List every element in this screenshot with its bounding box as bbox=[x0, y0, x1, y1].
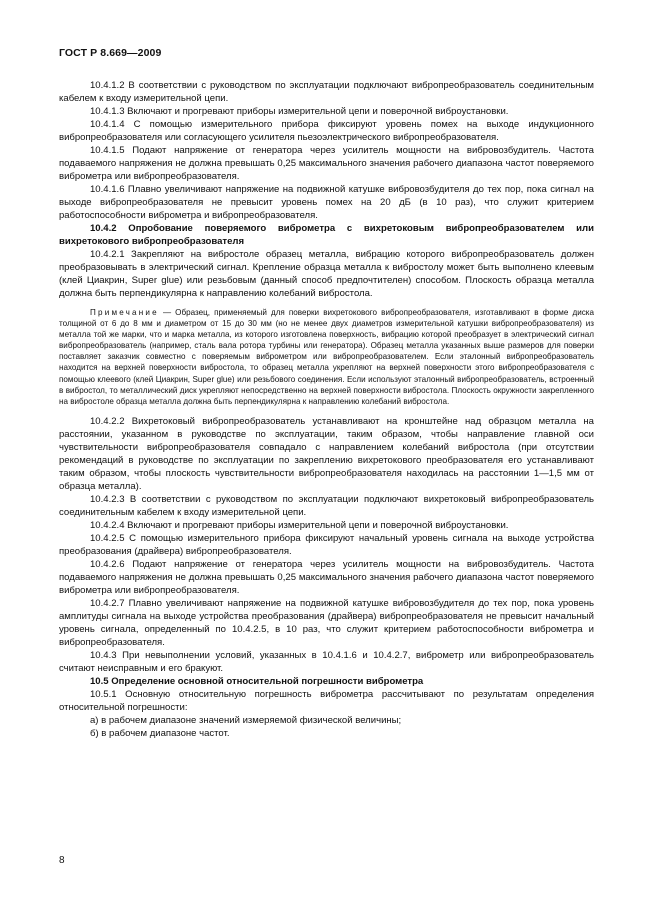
paragraph-10-4-2-3: 10.4.2.3 В соответствии с руководством по эксплуатации подключают вихретоковый вибропреобразователь соединительным кабелем к входу измерительной цепи. bbox=[59, 493, 594, 518]
list-item-b: б) в рабочем диапазоне частот. bbox=[90, 727, 230, 739]
paragraph-10-4-1-6: 10.4.1.6 Плавно увеличивают напряжение на подвижной катушке вибровозбудителя до тех пор, пока сигнал на выходе вибропреобразователя не превысит уровень помех на 20 дБ (в 10 раз), что служит критерием работоспособности виброметра и вибропреобразователя. bbox=[59, 184, 594, 221]
document-header: ГОСТ Р 8.669—2009 bbox=[59, 47, 162, 59]
paragraph-10-4-1-4: 10.4.1.4 С помощью измерительного прибора фиксируют уровень помех на выходе индукционного вибропреобразователя или согласующего усилителя пьезоэлектрического вибропреобразователя. bbox=[59, 119, 594, 143]
paragraph-10-4-2-6: 10.4.2.6 Подают напряжение от генератора через усилитель мощности на вибровозбудитель. Частота подаваемого напряжения не должна превышать 0,25 максимального значения рабочего диапазона частот поверяемого виброметра или вибропреобразователя. bbox=[59, 558, 594, 596]
paragraph-10-4-1-5: 10.4.1.5 Подают напряжение от генератора через усилитель мощности на вибровозбудитель. Частота подаваемого напряжения не должна превышать 0,25 максимального значения рабочего диапазона частот поверяемого виброметра или вибропреобразователя. bbox=[59, 145, 594, 182]
list-item-a: а) в рабочем диапазоне значений измеряемой физической величины; bbox=[90, 714, 402, 726]
note-paragraph bbox=[59, 307, 594, 407]
paragraph-10-4-1-3: 10.4.1.3 Включают и прогревают приборы измерительной цепи и поверочной виброустановки. bbox=[90, 106, 509, 117]
paragraph-10-4-2-5: 10.4.2.5 С помощью измерительного прибора фиксируют начальный уровень сигнала на выходе устройства преобразования (драйвера) вибропреобразователя. bbox=[59, 532, 594, 557]
paragraph-10-4-2-7: 10.4.2.7 Плавно увеличивают напряжение на подвижной катушке вибровозбудителя до тех пор, пока уровень амплитуды сигнала на выходе устройства преобразования (драйвера) вибропреобразователя не превысит начальный уровень сигнала, определенный по 10.4.2.5, в 10 раз, что служит критерием работоспособности виброметра и вибропреобразователя. bbox=[59, 597, 594, 648]
paragraph-10-5-1: 10.5.1 Основную относительную погрешность виброметра рассчитывают по результатам определения относительной погрешности: bbox=[59, 688, 594, 713]
paragraph-10-4-1-2: 10.4.1.2 В соответствии с руководством по эксплуатации подключают вибропреобразователь соединительным кабелем к входу измерительной цепи. bbox=[59, 80, 594, 104]
section-heading-10-4-2: 10.4.2 Опробование поверяемого виброметра с вихретоковым вибропреобразователем или вихретокового вибропреобразователя bbox=[59, 223, 594, 247]
note-label: Примечание bbox=[90, 308, 159, 317]
paragraph-10-4-2-1: 10.4.2.1 Закрепляют на вибростоле образец металла, вибрацию которого вибропреобразователь должен преобразовывать в электрический сигнал. Крепление образца металла к вибростолу может быть выполнено клеевым (клей Циакрин, Super glue) или резьбовым (данный способ предпочтителен) способом. Плоскость образца металла должна быть перпендикулярна к направлению колебаний вибростола. bbox=[59, 249, 594, 299]
note-text: — Образец, применяемый для поверки вихретокового вибропреобразователя, изготавливают в форме диска толщиной от 6 до 8 мм и диаметром от 15 до 30 мм (но не менее двух диаметров измерительной катушки вибропреобразователя) из металла той же марки, что и марка металла, из которого изготовлена поверхность, вибрацию которой преобразует в электрический сигнал вибропреобразователь (например, сталь вала ротора турбины или генератора). Образец металла указанных выше размеров для поверки поставляет заказчик совместно с поверяемым виброметром или вибропреобразователем. Если эталонный вибропреобразователь находится на верхней поверхности вибростола, то образец металла укрепляют на верхней поверхности этого вибропреобразователя с помощью клеевого (клей Циакрин, Super glue) или резьбового соединения. Если используют эталонный вибропреобразователь, встроенный в вибростол, то металлический диск укрепляют непосредственно на верхней поверхности вибростола. Плоскость окружности закрепленного на вибростоле образца металла должна быть перпендикулярна к направлению колебаний вибростола. bbox=[59, 308, 594, 406]
paragraph-10-4-2-4: 10.4.2.4 Включают и прогревают приборы измерительной цепи и поверочной виброустановки. bbox=[90, 519, 509, 531]
paragraph-10-4-3: 10.4.3 При невыполнении условий, указанных в 10.4.1.6 и 10.4.2.7, виброметр или вибропреобразователь считают неисправным и его бракуют. bbox=[59, 649, 594, 674]
document-body bbox=[59, 79, 594, 740]
paragraph-10-4-2-2: 10.4.2.2 Вихретоковый вибропреобразователь устанавливают на кронштейне над образцом металла на расстоянии, указанном в руководстве по эксплуатации, таким образом, чтобы направление главной оси чувствительности вибропреобразователя совпадало с направлением колебаний вибростола (при отсутствии рекомендаций в руководстве по эксплуатации по закреплению вихретокового преобразователя его устанавливают таким образом, чтобы плоскость чувствительности вибропреобразователя находилась на расстоянии 1—1,5 мм от образца металла). bbox=[59, 415, 594, 492]
page-number: 8 bbox=[59, 855, 65, 866]
section-heading-10-5: 10.5 Определение основной относительной погрешности виброметра bbox=[90, 675, 424, 687]
